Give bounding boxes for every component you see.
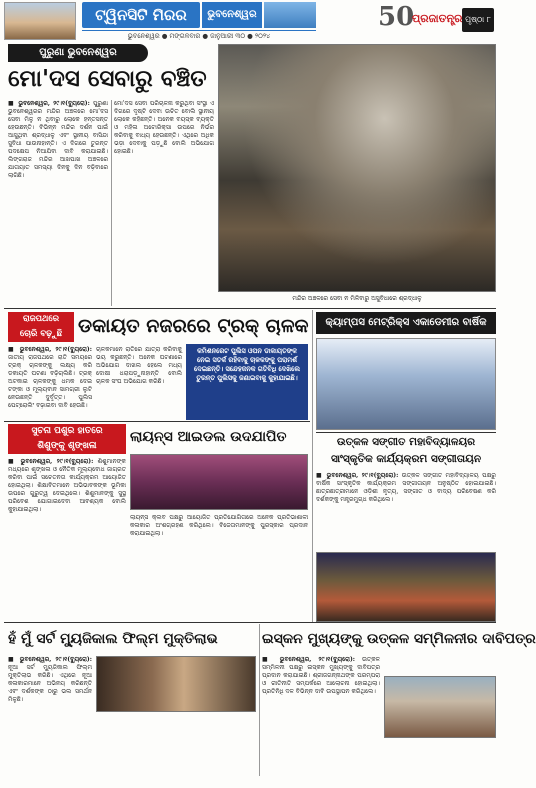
story4-kicker-line2: ଶିଶୁଙ୍କୁ ଶୃଙ୍ଖଳା — [37, 441, 97, 451]
story5-body-text: ଉତ୍କଳ ସଙ୍ଗୀତ ମହାବିଦ୍ୟାଳୟ ପକ୍ଷରୁ ବାର୍ଷିକ ସାଂସ୍କୃତିକ କାର୍ଯ୍ୟକ୍ରମ ସଙ୍ଗୀତାୟନ ଅନୁଷ୍ଠିତ ହୋଇଯାଇଛି। ଛାତ୍ରଛାତ୍ରୀମାନେ ଓଡ଼ିଶୀ ନୃତ୍ୟ, ସଙ୍ଗୀତ ଓ ବାଦ୍ୟ ପରିବେଷଣ କରି ଦର୍ଶକଙ୍କୁ ମନ୍ତ୍ରମୁଗ୍ଧ କରିଥିଲେ। — [316, 472, 496, 503]
story2-body-2: ଚାଳକମାନେ ରାତିରେ ଯାତ୍ରା କରିବାକୁ ଭୟ କରୁଛନ୍ତି। ଅନେକ ଘଟଣାରେ ଅଭିଯୋଗ ଦାଖଲ ହେଲେ ମଧ୍ୟ ଦୋଷୀ ଧରାପଡ଼ୁନାହାନ୍ତି ବୋଲି ଚାଳକ ସଂଘ ଅଭିଯୋଗ କରିଛି। — [96, 346, 182, 385]
story1-kicker: ପୁରୁଣା ଭୁବନେଶ୍ୱର — [8, 44, 148, 62]
story4-photo — [130, 454, 308, 510]
story5-photo — [316, 552, 496, 622]
story6-dateline: ■ ଭୁବନେଶ୍ୱର, ୨୯।୧(ବ୍ୟୁରୋ): — [8, 656, 92, 663]
story6-photo — [96, 656, 256, 712]
story2-kicker — [8, 312, 74, 342]
story4-kicker — [8, 424, 126, 454]
story2-column-2 — [96, 346, 182, 420]
story1-body-2: ମୋ'ଦସ ସେବା ପରିଚାଳନା କରୁଥିବା ସଂସ୍ଥା ଏ ଦିଗରେ ଦୃଷ୍ଟି ଦେବା ଉଚିତ ବୋଲି ସ୍ଥାନୀୟ ଲୋକେ କହିଛନ୍ତି। ଅନେକ ବୟସ୍କ ବ୍ୟକ୍ତି ଓ ମହିଳା ଅଟୋରିକ୍ସା ଉପରେ ନିର୍ଭର କରିବାକୁ ବାଧ୍ୟ ହେଉଛନ୍ତି। ଏଥିରେ ଅଧିକ ଭଡ଼ା ଦେବାକୁ ପଡ଼ୁଛି ବୋଲି ଅଭିଯୋଗ ହୋଇଛି। — [114, 100, 214, 155]
story7-dateline: ■ ଭୁବନେଶ୍ୱର, ୨୯।୧(ବ୍ୟୁରୋ): — [262, 656, 355, 663]
story1-body-1: ପୁରୁଣା ଭୁବନେଶ୍ୱରର ମନ୍ଦିର ଅଞ୍ଚଳରେ ମୋ'ଦସ ସେବା ମିଳୁ ନ ଥିବାରୁ ଲୋକେ ହନ୍ତସନ୍ତ ହେଉଛନ୍ତି। ବିଭିନ୍ନ ମନ୍ଦିର ଦର୍ଶନ ପାଇଁ ଆସୁଥିବା ଶ୍ରଦ୍ଧାଳୁ ଏବଂ ସ୍ଥାନୀୟ ବାସିନ୍ଦା ସୁବିଧା ପାଉନାହାନ୍ତି। ଏ ଦିଗରେ ତୁରନ୍ତ ପଦକ୍ଷେପ ନିଆଯିବା ଦାବି କରାଯାଇଛି। ଲିଙ୍ଗରାଜ ମନ୍ଦିର ଆଖପାଖ ଅଞ୍ଚଳରେ ଯାତାୟାତ ସମସ୍ୟା ଦିନକୁ ଦିନ ବଢ଼ିବାରେ ଲାଗିଛି। — [8, 100, 108, 179]
story6-body: ନୂଆ ସର୍ଟ ମ୍ୟୁଜିକାଲ ଫିଲ୍ମ ମୁକ୍ତିଲାଭ କରିଛି। ଏଥିରେ ନୂଆ କଳାକାରମାନେ ଅଭିନୟ କରିଛନ୍ତି ଏବଂ ଦର୍ଶକଙ୍କ ଠାରୁ ଭଲ ସମର୍ଥନ ମିଳୁଛି। — [8, 664, 92, 703]
story7-photo — [384, 676, 496, 738]
story5-dateline: ■ ଭୁବନେଶ୍ୱର, ୨୯।୧(ବ୍ୟୁରୋ): — [316, 472, 399, 479]
page-number: ପୃଷ୍ଠା ୮ — [462, 8, 494, 32]
story1-dateline: ■ ଭୁବନେଶ୍ୱର, ୨୯।୧(ବ୍ୟୁରୋ): — [8, 100, 90, 107]
story2-body-1: ଜାତୀୟ ରାଜପଥରେ ରାତି ସମୟରେ ଟ୍ରକ୍ ଚାଳକଙ୍କୁ ଲକ୍ଷ୍ୟ କରି ଡକାୟତି ଘଟଣା ବଢ଼ିଚାଲିଛି। ଟ୍ରକ୍ ଅଟକାଇ ଚାଳକଙ୍କୁ ଧମକ ଦେଇ ଟଙ୍କା ଓ ମୂଲ୍ୟବାନ ସାମଗ୍ରୀ ଲୁଟି ନେଉଛନ୍ତି ଦୁର୍ବୃତ୍ତ। ପୁଲିସ ପେଟ୍ରୋଲିଂ ବଢ଼ାଇବା ଦାବି ହେଉଛି। — [8, 354, 92, 409]
section-divider — [4, 308, 496, 309]
story4-body-1: ଶିଶୁମାନଙ୍କ ମଧ୍ୟରେ ଶୃଙ୍ଖଳା ଓ ନୈତିକ ମୂଲ୍ୟବୋଧ ଜାଗ୍ରତ କରିବା ପାଇଁ ସଚେତନତା କାର୍ଯ୍ୟକ୍ରମ ଆୟୋଜିତ ହୋଇଥିଲା। ଶିକ୍ଷାବିତମାନେ ଅଭିଭାବକଙ୍କ ଭୂମିକା ଉପରେ ଗୁରୁତ୍ୱ ଦେଇଥିଲେ। ଶିଶୁମାନଙ୍କୁ ସୁସ୍ଥ ପରିବେଶ ଯୋଗାଇଦେବା ଆବଶ୍ୟକ ବୋଲି କୁହାଯାଇଥିଲା। — [8, 458, 126, 513]
skyline-image — [264, 2, 316, 28]
story4-kicker-line1: ସୁଚନା ପଶୁର ହାତରେ — [31, 426, 103, 436]
story1-caption: ମନ୍ଦିର ଅଞ୍ଚଳରେ ସେବା ନ ମିଳିବାରୁ ଅସୁବିଧାରେ ଶ୍ରଦ୍ଧାଳୁ — [292, 295, 422, 302]
section-title: ଟ୍ୱିନସିଟି ମିରର — [82, 2, 200, 28]
story5-headline — [316, 434, 496, 468]
story7-headline: ଇସ୍କନ ମୁଖ୍ୟଙ୍କୁ ଉତ୍କଳ ସମ୍ମିଳନୀର ଦାବିପତ୍ର — [262, 631, 536, 647]
story6-column — [8, 656, 92, 776]
story2-column-1 — [8, 346, 92, 420]
newspaper-logo — [378, 2, 463, 40]
story5-headline-line2: ସାଂସ୍କୃତିକ କାର୍ଯ୍ୟକ୍ରମ ସଙ୍ଗୀତାୟନ — [330, 453, 482, 465]
story4-column-1 — [8, 458, 126, 622]
section-divider — [316, 432, 496, 433]
section-city: ଭୁବନେଶ୍ୱର — [202, 2, 262, 28]
masthead-temple-image — [4, 2, 76, 40]
column-divider — [259, 624, 260, 776]
story3-kicker: କ୍ୟାମ୍ପସ ମେଟ୍ରିକ୍ସ ଏକାଡେମୀର ବାର୍ଷିକ — [316, 312, 496, 334]
brand-name: ପ୍ରଜାତନ୍ତ୍ର — [412, 12, 463, 25]
story1-headline: ମୋ'ଦସ ସେବାରୁ ବଞ୍ଚିତ — [8, 65, 207, 92]
story4-dateline: ■ ଭୁବନେଶ୍ୱର, ୨୯।୧(ବ୍ୟୁରୋ): — [8, 458, 94, 465]
story5-headline-line1: ଉତ୍କଳ ସଙ୍ଗୀତ ମହାବିଦ୍ୟାଳୟର — [336, 436, 476, 448]
masthead — [0, 0, 500, 42]
story2-dateline: ■ ଭୁବନେଶ୍ୱର, ୨୯।୧(ବ୍ୟୁରୋ): — [8, 346, 92, 353]
date-line: ଭୁବନେଶ୍ୱର ● ମଙ୍ଗଳବାର ● ଜାନୁଆରୀ ୩୦ ● ୨୦୨୪ — [82, 30, 316, 40]
story2-kicker-line2: ଚୋରି ବଢ଼ୁଛି — [19, 329, 63, 339]
story1-column-2 — [114, 100, 214, 306]
story7-column — [262, 656, 380, 776]
anniversary-number: 50 — [378, 2, 415, 32]
story3-photo — [316, 338, 496, 430]
story5-body — [316, 472, 496, 550]
story7-body: ଉତ୍କଳ ସମ୍ମିଳନୀ ପକ୍ଷରୁ ଇସ୍କନ ମୁଖ୍ୟଙ୍କୁ ଦାବିପତ୍ର ପ୍ରଦାନ କରାଯାଇଛି। ଶ୍ରୀଜଗନ୍ନାଥଙ୍କ ପରମ୍ପରା ଓ ରୀତିନୀତି ସମ୍ପର୍କରେ ଆଲୋଚନା ହୋଇଥିଲା। ପ୍ରତିନିଧି ଦଳ ବିଭିନ୍ନ ଦାବି ଉପସ୍ଥାପନ କରିଥିଲେ। — [262, 656, 380, 695]
story4-column-2 — [130, 514, 308, 622]
story1-column-1 — [8, 100, 108, 306]
story2-kicker-line1: ରାଜପଥରେ — [22, 314, 60, 324]
story4-body-2: ଲାୟନ୍ସ କ୍ଲବ ପକ୍ଷରୁ ଆୟୋଜିତ ପ୍ରତିଯୋଗିତାରେ ଅନେକ ପ୍ରତିଭାଶାଳୀ କଳାକାର ଅଂଶଗ୍ରହଣ କରିଥିଲେ। ବିଜେତାମାନଙ୍କୁ ପୁରସ୍କାର ପ୍ରଦାନ କରାଯାଇଥିଲା। — [130, 514, 308, 537]
story2-headline: ଡକାୟତ ନଜରରେ ଟ୍ରକ୍ ଚାଳକ — [78, 315, 309, 337]
column-divider — [111, 100, 112, 306]
story2-callout-box: କମିଶନରେଟ ପୁଲିସ ଓପନ ଡାକାୟତଙ୍କ ନେଇ ସତର୍କ ରହିବାକୁ ଚାଳକଙ୍କୁ ପରାମର୍ଶ ଦେଇଛନ୍ତି। ସନ୍ଦେହଜନକ ଗତିବିଧି ଦେଖିଲେ ତୁରନ୍ତ ପୁଲିସକୁ ଜଣାଇବାକୁ କୁହାଯାଇଛି। — [186, 344, 308, 420]
section-divider — [4, 622, 496, 623]
story4-headline: ଲାୟନ୍ସ ଆଇଡଲ ଉଦଯାପିତ — [130, 429, 287, 445]
column-divider — [312, 310, 313, 622]
story1-photo — [218, 44, 496, 292]
story6-headline: ହଁ ମୁଁ ସର୍ଟ ମ୍ୟୁଜିକାଲ ଫିଲ୍ମ ମୁକ୍ତିଲାଭ — [8, 631, 218, 647]
